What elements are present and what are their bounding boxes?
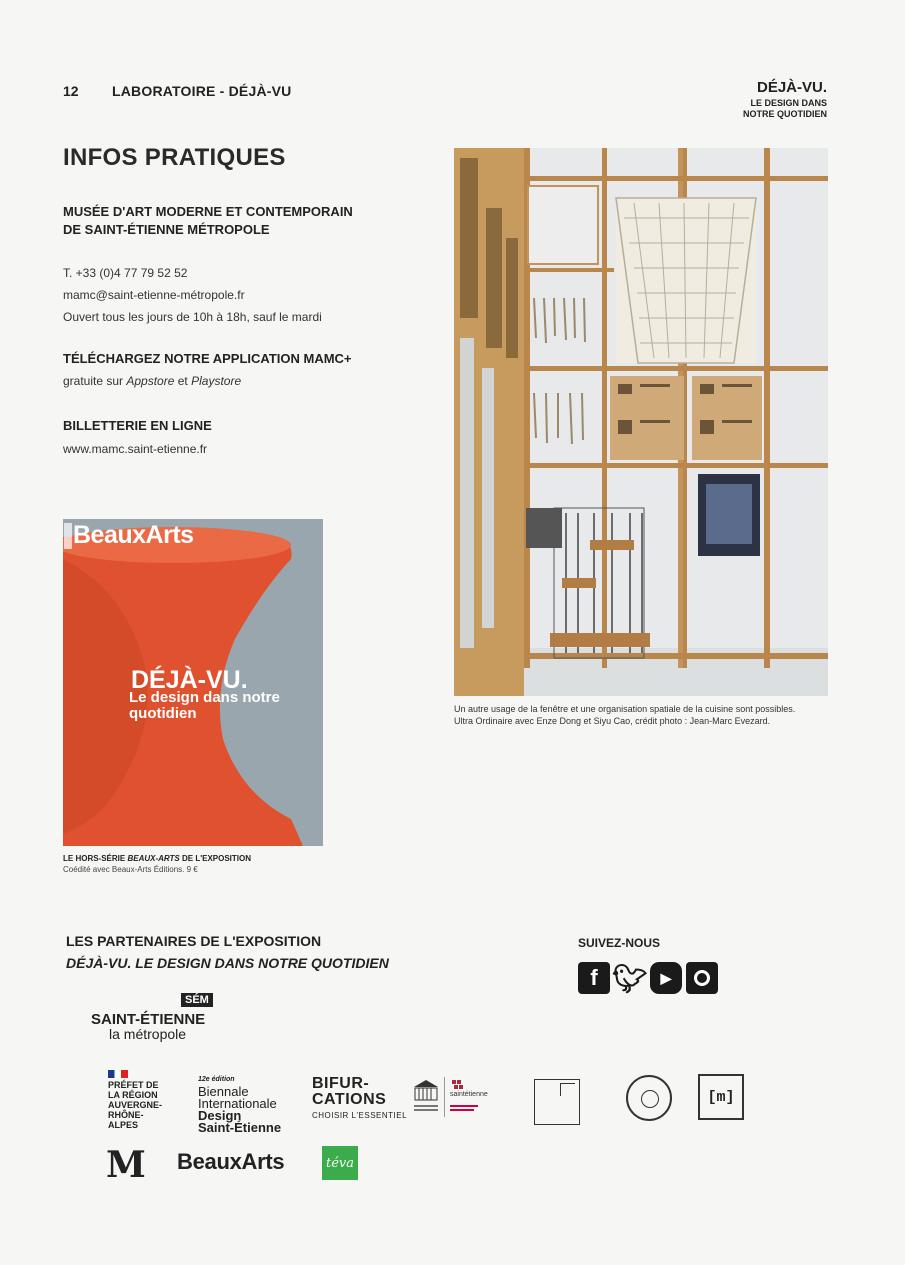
cover-title: DÉJÀ-VU.: [131, 666, 248, 694]
bif-1: BIFUR-: [312, 1075, 370, 1092]
page-number: 12: [63, 83, 79, 99]
facebook-icon[interactable]: f: [578, 962, 610, 994]
app-text-prefix: gratuite sur: [63, 374, 127, 388]
phone: T. +33 (0)4 77 79 52 52: [63, 266, 188, 280]
unesco-saintetienne-logo: [410, 1077, 496, 1121]
mamc-m-logo: [m]: [698, 1074, 744, 1120]
right-title: DÉJÀ-VU.: [756, 79, 827, 96]
cover-subtitle: Le design dans notre quotidien: [129, 689, 280, 722]
se-line2: la métropole: [109, 1026, 187, 1042]
museum-name-line1: MUSÉE D'ART MODERNE ET CONTEMPORAIN: [63, 204, 353, 219]
email: mamc@saint-etienne-métropole.fr: [63, 288, 245, 302]
biennale-1: Biennale: [198, 1084, 249, 1099]
biennale-logo: [198, 1074, 281, 1134]
ticket-heading: BILLETTERIE EN LIGNE: [63, 418, 212, 433]
french-flag-icon: [108, 1070, 128, 1078]
cover-caption-brand: BEAUX-ARTS: [127, 854, 180, 863]
cover-spine-text: [64, 523, 72, 549]
biennale-4: Saint-Étienne: [198, 1120, 282, 1135]
partners-heading: [66, 930, 389, 974]
cover-brand: BeauxArts: [73, 521, 194, 549]
follow-us-label: SUIVEZ-NOUS: [578, 936, 661, 950]
app-and: et: [174, 374, 192, 388]
right-subtitle: LE DESIGN DANS NOTRE QUOTIDIEN: [742, 98, 827, 119]
se-line1: SAINT-ÉTIENNE: [91, 1011, 206, 1028]
appstore: Appstore: [126, 374, 175, 388]
exhibition-photo: [454, 148, 828, 696]
partners-heading-line2: DÉJÀ-VU. LE DESIGN DANS NOTRE QUOTIDIEN: [66, 955, 389, 971]
photo-caption: Un autre usage de la fenêtre et une organisation spatiale de la cuisine sont possibles. Ultra Ordinaire avec Enze Dong et Siyu Cao, crédit photo : Jean-Marc Evezard.: [454, 704, 796, 726]
bif-3: CHOISIR L'ESSENTIEL: [312, 1111, 408, 1120]
contact-info: [63, 262, 322, 328]
le-monde-logo: M: [106, 1144, 146, 1186]
biennale-2: Internationale: [198, 1096, 277, 1111]
club-des-partenaires-logo: [626, 1075, 672, 1121]
instagram-icon[interactable]: [686, 962, 718, 994]
wooden-shelving-illustration: [454, 148, 828, 696]
sem-badge: SÉM: [181, 993, 213, 1007]
playstore: Playstore: [191, 374, 242, 388]
running-head: LABORATOIRE - DÉJÀ-VU: [112, 83, 292, 99]
saint-etienne-metropole-logo: [91, 1012, 205, 1042]
cover-caption-suffix: DE L'EXPOSITION: [179, 854, 252, 863]
youtube-icon[interactable]: ▶: [650, 962, 682, 994]
section-title: INFOS PRATIQUES: [63, 144, 286, 171]
beauxarts-logo: BeauxArts: [177, 1149, 285, 1174]
unesco-temple-icon: [410, 1077, 496, 1121]
museum-name-line2: DE SAINT-ÉTIENNE MÉTROPOLE: [63, 222, 270, 237]
club-logo-center: [641, 1090, 659, 1108]
bifurcations-logo: [312, 1076, 407, 1124]
amis-logo-mark: [560, 1083, 575, 1096]
teva-logo: téva: [322, 1146, 358, 1180]
app-text: [63, 374, 241, 388]
cover-caption-line2: Coédité avec Beaux-Arts Éditions. 9 €: [63, 865, 198, 874]
saintetienne-text: saintétienne: [450, 1091, 488, 1098]
biennale-3: Design: [198, 1108, 242, 1123]
cover-caption-prefix: LE HORS-SÉRIE: [63, 854, 128, 863]
amis-du-musee-logo: [534, 1079, 580, 1125]
social-links: [578, 962, 718, 994]
prefet-logo: [108, 1070, 170, 1130]
bif-2: CATIONS: [312, 1091, 387, 1108]
prefet-text: PRÉFET DE LA RÉGION AUVERGNE-RHÔNE-ALPES: [108, 1080, 163, 1130]
magazine-cover: [63, 519, 323, 846]
cover-caption: [63, 854, 251, 863]
opening-hours: Ouvert tous les jours de 10h à 18h, sauf le mardi: [63, 310, 322, 324]
app-heading: TÉLÉCHARGEZ NOTRE APPLICATION MAMC+: [63, 351, 352, 366]
biennale-edition: 12e édition: [198, 1076, 235, 1083]
ticket-url: www.mamc.saint-etienne.fr: [63, 442, 208, 456]
museum-name: [63, 203, 353, 239]
partners-heading-line1: LES PARTENAIRES DE L'EXPOSITION: [66, 933, 322, 949]
twitter-icon[interactable]: 🐦︎: [612, 962, 648, 994]
